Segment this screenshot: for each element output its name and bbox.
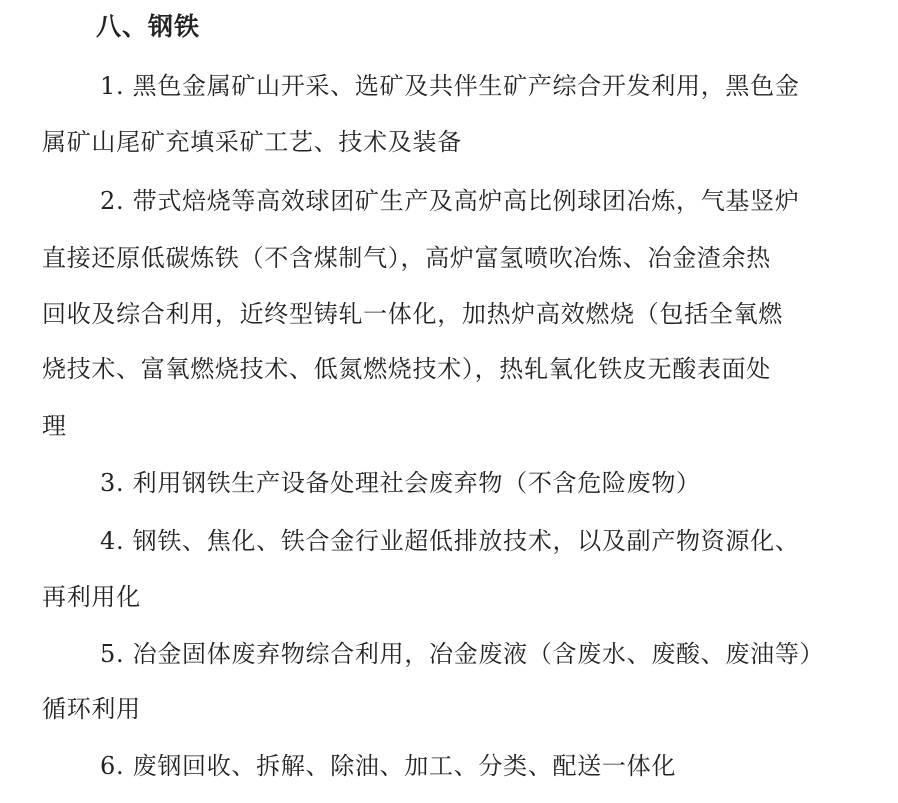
- item-2-line-2: 直接还原低碳炼铁（不含煤制气），高炉富氢喷吹冶炼、冶金渣余热: [42, 244, 771, 272]
- section-heading: 八、钢铁: [96, 12, 201, 41]
- item-3-line-1: 3. 利用钢铁生产设备处理社会废弃物（不含危险废物）: [100, 469, 701, 497]
- item-2-line-5: 理: [42, 412, 67, 440]
- item-5-line-1: 5. 冶金固体废弃物综合利用，冶金废液（含废水、废酸、废油等）: [100, 640, 825, 668]
- item-2-line-3: 回收及综合利用，近终型铸轧一体化，加热炉高效燃烧（包括全氧燃: [42, 300, 783, 328]
- item-5-line-2: 循环利用: [42, 695, 141, 723]
- item-1-line-1: 1. 黑色金属矿山开采、选矿及共伴生矿产综合开发利用，黑色金: [100, 72, 800, 100]
- item-4-line-2: 再利用化: [42, 583, 141, 611]
- item-2-line-1: 2. 带式焙烧等高效球团矿生产及高炉高比例球团冶炼，气基竖炉: [100, 187, 800, 215]
- item-1-line-2: 属矿山尾矿充填采矿工艺、技术及装备: [42, 128, 462, 156]
- item-2-line-4: 烧技术、富氧燃烧技术、低氮燃烧技术），热轧氧化铁皮无酸表面处: [42, 355, 771, 383]
- item-6-line-1: 6. 废钢回收、拆解、除油、加工、分类、配送一体化: [100, 752, 677, 780]
- item-4-line-1: 4. 钢铁、焦化、铁合金行业超低排放技术，以及副产物资源化、: [100, 527, 800, 555]
